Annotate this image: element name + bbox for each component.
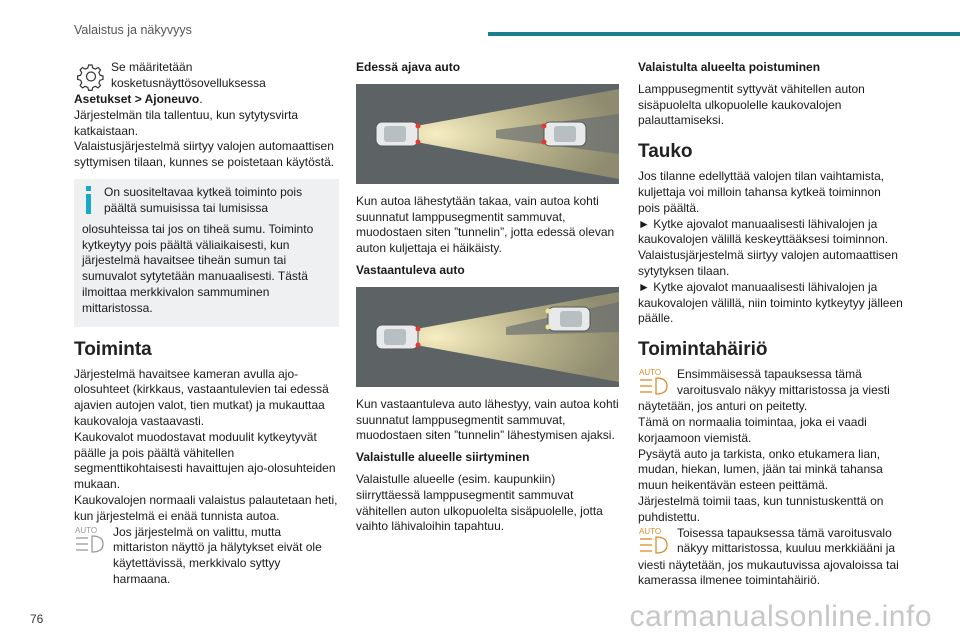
section-title: Tauko (638, 141, 693, 163)
auto-headlight-warning-icon (638, 367, 672, 399)
paragraph: Valaistusjärjestelmä siirtyy valojen automaattisen syttymisen tilaan, kunnes se poistetaan käytöstä. (74, 139, 335, 170)
paragraph: Kaukovalot muodostavat moduulit kytkeytyvät päälle ja pois päältä vähitellen segmenttikohtaisesti havaittujen ajo-olosuhteiden mukaan. (74, 429, 336, 492)
note-text-rest: olosuhteissa tai jos on tiheä sumu. Toiminto kytkeytyy pois päältä väliaikaisesti, kun järjestelmä havaitsee tiheän sumun tai sumuvalot sytytetään manuaalisesti. Tästä ilmoittaa merkkivalon sammuminen mittaristossa. (82, 221, 314, 315)
setting-path: Asetukset > Ajoneuvo (74, 92, 200, 106)
caption: Kun autoa lähestytään takaa, vain autoa kohti suunnatut lamppusegmentit sammuvat, muodostaen siten ”tunnelin”, jotta edessä olevan auton kuljettaja ei häikäisty. (356, 193, 615, 256)
section-title: Toimintahäiriö (638, 339, 768, 361)
subheading: Edessä ajava auto (356, 60, 461, 74)
subheading: Valaistulta alueelta poistuminen (638, 60, 821, 74)
running-header: Valaistus ja näkyvyys (74, 23, 192, 37)
fault-text-rest: viesti näytetään, jos mukautuvissa ajovaloissa tai kamerassa ilmenee toimintahäiriö. (638, 557, 899, 588)
section-title: Toiminta (74, 338, 152, 360)
watermark: carmanualsonline.info (629, 600, 932, 633)
step: ► Kytke ajovalot manuaalisesti lähivalojen ja kaukovalojen välillä keskeyttääksesi toiminnon. (638, 216, 889, 247)
preceding-car-illustration (356, 84, 619, 184)
note-text-first: On suositeltavaa kytkeä toiminto pois päältä sumuisissa tai lumisissa (104, 184, 303, 215)
fault-text-first: Ensimmäisessä tapauksessa tämä varoitusvalo näkyy mittaristossa ja viesti (677, 367, 890, 397)
fault-text-rest: näytetään, jos anturi on peitetty. (638, 399, 808, 414)
auto-headlight-warning-icon (638, 526, 672, 558)
subheading: Valaistulle alueelle siirtyminen (356, 450, 530, 465)
paragraph: Valaistusjärjestelmä siirtyy valojen automaattisen sytytyksen tilaan. (638, 248, 898, 278)
fault-text-first: Toisessa tapauksessa tämä varoitusvalo näkyy mittaristossa, kuuluu merkkiääni ja (677, 525, 896, 556)
auto-note-row (74, 525, 339, 588)
auto-headlight-icon (74, 525, 108, 557)
paragraph: Tämä on normaalia toimintaa, joka ei vaadi korjaamoon viemistä. (638, 414, 867, 445)
setting-text: Se määritetään kosketusnäyttösovelluksessa (111, 60, 266, 90)
gear-icon (74, 60, 106, 92)
step: ► Kytke ajovalot manuaalisesti lähivalojen ja kaukovalojen välillä, niin toiminto kytkeytyy jälleen päälle. (638, 279, 903, 326)
paragraph: Järjestelmä toimii taas, kun tunnistuskenttä on puhdistettu. (638, 493, 884, 524)
settings-row (74, 60, 339, 92)
paragraph: Pysäytä auto ja tarkista, onko etukamera lian, mudan, hiekan, lumen, jään tai minkä tahansa muun heikentävän esteen peittämä. (638, 446, 883, 493)
subheading: Vastaantuleva auto (356, 262, 465, 277)
paragraph: Järjestelmän tila tallentuu, kun sytytysvirta katkaistaan. (74, 107, 299, 138)
header-accent-bar (488, 32, 960, 36)
column-1: Se määritetään kosketusnäyttösovelluksessa Asetukset > Ajoneuvo. Järjestelmän tila tallentuu, kun sytytysvirta katkaistaan. Valaistusjärjestelmä siirtyy valojen automaattisen syttymisen tilaan, kunnes se poistetaan käytöstä. On suositeltavaa kytkeä toiminto pois päältä sumuisissa tai lumisissa olosuhteissa tai jos on tiheä sumu. Toiminto kytkeytyy pois päältä väliaikaisesti, kun järjestelmä havaitsee tiheän sumun tai sumuvalot sytytetään manuaalisesti. Tästä ilmoittaa merkkivalon sammuminen mittaristossa. Toiminta Järjestelmä havaitsee kameran avulla ajo-olosuhteet (kirkkaus, vastaantulevien tai edessä ajavien autojen valot, tien mutkat) ja mukauttaa kaukovaloja vastaavasti. Kaukovalot muodostavat moduulit kytkeytyvät päälle ja pois päältä vähitellen segmenttikohtaisesti havaittujen ajo-olosuhteiden mukaan. Kaukovalojen normaali valaistus palautetaan heti, kun järjestelmä ei enää tunnista autoa. AUTO Jos järjestelmä on valittu, mutta mittariston näyttö ja hälytykset eivät ole käytettävissä, merkkivalo syttyy harmaana. (74, 60, 338, 586)
info-note (74, 179, 339, 327)
paragraph: Järjestelmä havaitsee kameran avulla ajo-olosuhteet (kirkkaus, vastaantulevien tai edessä ajavien autojen valot, tien mutkat) ja mukauttaa kaukovaloja vastaavasti. (74, 366, 329, 428)
paragraph: Lamppusegmentit syttyvät vähitellen auton sisäpuolelta ulkopuolelle kaukovalojen palauttamiseksi. (638, 81, 865, 128)
paragraph: Jos tilanne edellyttää valojen tilan vaihtamista, kuljettaja voi milloin tahansa kytkeä toiminnon pois päältä. (638, 169, 885, 215)
column-3 (638, 60, 903, 589)
fault-row-1 (638, 367, 903, 399)
caption: Kun vastaantuleva auto lähestyy, vain autoa kohti suunnatut lamppusegmentit sammuvat, muodostaen siten ”tunnelin” lähestymisen ajaksi. (356, 396, 619, 443)
auto-note-text: Jos järjestelmä on valittu, mutta mittariston näyttö ja hälytykset eivät ole käytettävissä, merkkivalo syttyy harmaana. (113, 524, 322, 586)
fault-row-2 (638, 526, 903, 558)
oncoming-car-illustration (356, 287, 619, 387)
svg-text:AUTO: AUTO (639, 526, 662, 536)
paragraph: Kaukovalojen normaali valaistus palautetaan heti, kun järjestelmä ei enää tunnista autoa. (74, 492, 338, 523)
paragraph: Valaistulle alueelle (esim. kaupunkiin) siirryttäessä lamppusegmentit sammuvat vähitellen auton ulkopuolelta sisäpuolelle, jotta vaihto lähivaloihin tapahtuu. (356, 471, 603, 534)
page-number: 76 (30, 612, 44, 626)
info-icon (82, 185, 96, 222)
column-2 (356, 60, 619, 535)
svg-text:AUTO: AUTO (639, 368, 662, 378)
svg-text:AUTO: AUTO (75, 525, 98, 535)
